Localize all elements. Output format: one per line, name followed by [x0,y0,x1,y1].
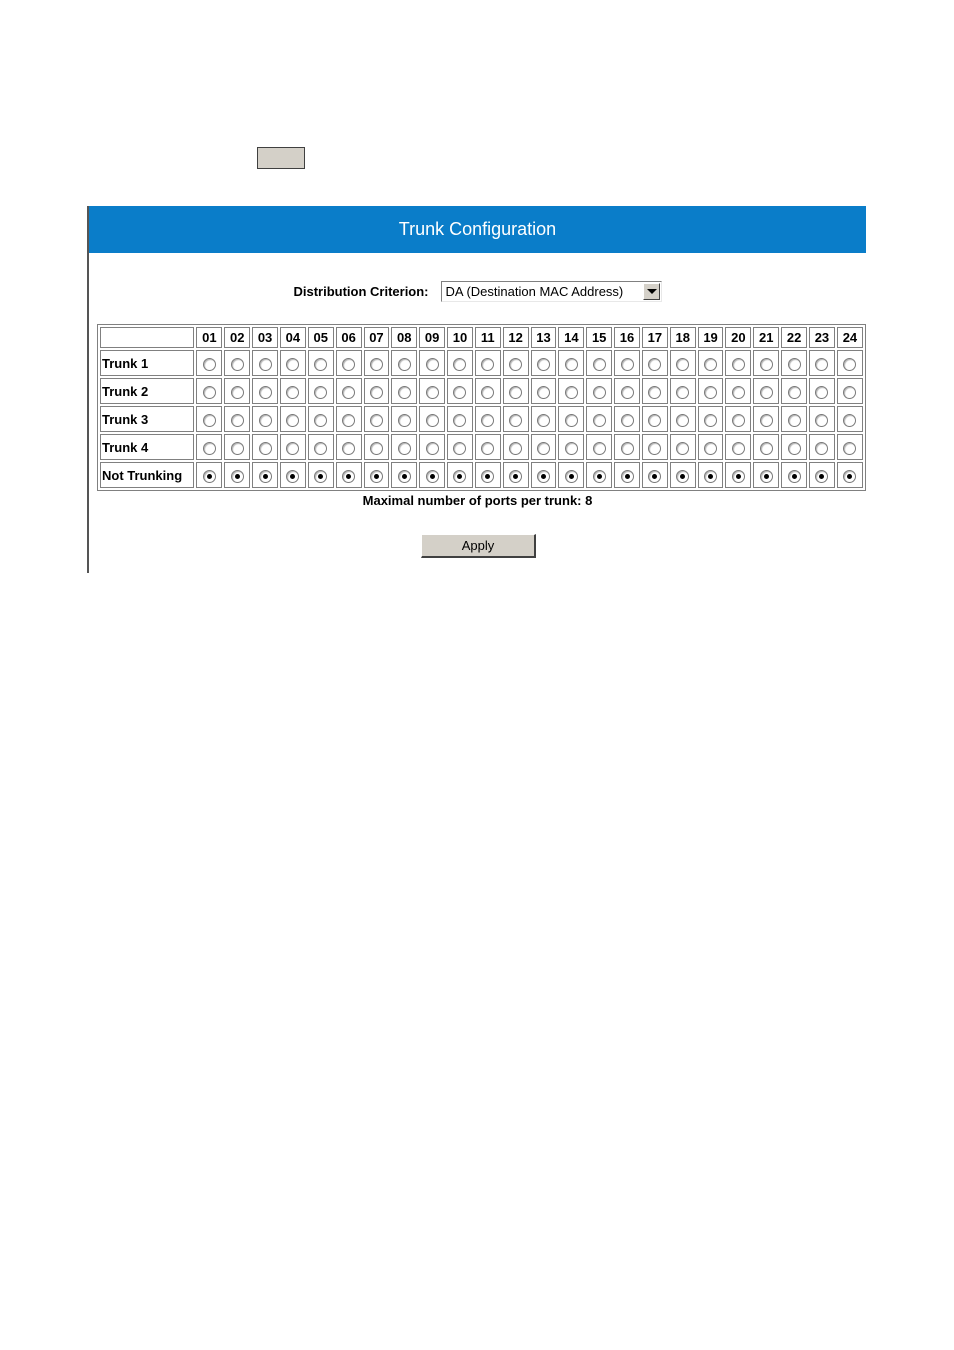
radio-button[interactable] [342,414,355,427]
radio-button[interactable] [342,470,355,483]
radio-button[interactable] [370,386,383,399]
radio-button[interactable] [481,358,494,371]
radio-cell [614,378,640,404]
radio-button[interactable] [732,386,745,399]
port-header: 20 [725,327,751,348]
radio-button[interactable] [621,358,634,371]
radio-cell [475,462,501,488]
radio-button[interactable] [398,358,411,371]
radio-cell [670,350,696,376]
radio-cell [781,434,807,460]
radio-button[interactable] [788,442,801,455]
radio-cell [252,378,278,404]
radio-cell [614,434,640,460]
radio-button[interactable] [314,358,327,371]
radio-button[interactable] [843,414,856,427]
radio-button[interactable] [509,386,522,399]
port-header: 09 [419,327,445,348]
header-corner-cell [100,327,194,348]
radio-cell [224,350,250,376]
port-header: 05 [308,327,334,348]
page-title: Trunk Configuration [89,206,866,253]
radio-cell [196,434,222,460]
radio-cell [614,462,640,488]
radio-cell [447,406,473,432]
radio-cell [475,378,501,404]
radio-cell [336,462,362,488]
radio-cell [837,406,863,432]
radio-cell [531,378,557,404]
port-header: 16 [614,327,640,348]
radio-cell [837,378,863,404]
port-header: 17 [642,327,668,348]
radio-button[interactable] [704,358,717,371]
radio-button[interactable] [481,470,494,483]
radio-button[interactable] [426,414,439,427]
radio-cell [809,462,835,488]
radio-cell [280,434,306,460]
trunk-configuration-panel [87,206,866,573]
radio-button[interactable] [732,358,745,371]
radio-button[interactable] [203,386,216,399]
port-header: 06 [336,327,362,348]
radio-cell [809,378,835,404]
radio-button[interactable] [815,414,828,427]
port-header: 14 [558,327,584,348]
port-header: 18 [670,327,696,348]
radio-button[interactable] [370,442,383,455]
radio-cell [224,434,250,460]
radio-cell [753,406,779,432]
port-header: 24 [837,327,863,348]
radio-cell [447,434,473,460]
radio-cell [558,378,584,404]
radio-button[interactable] [648,358,661,371]
radio-button[interactable] [760,442,773,455]
radio-button[interactable] [481,386,494,399]
radio-cell [531,406,557,432]
radio-cell [781,378,807,404]
radio-cell [364,434,390,460]
radio-cell [336,434,362,460]
radio-cell [725,434,751,460]
radio-button[interactable] [732,470,745,483]
radio-cell [503,434,529,460]
radio-cell [475,406,501,432]
radio-button[interactable] [676,442,689,455]
radio-button[interactable] [231,442,244,455]
radio-cell [280,350,306,376]
radio-button[interactable] [259,442,272,455]
distribution-criterion-row [89,280,866,302]
radio-button[interactable] [732,442,745,455]
radio-button[interactable] [676,470,689,483]
radio-cell [558,434,584,460]
radio-button[interactable] [398,470,411,483]
radio-button[interactable] [370,358,383,371]
radio-cell [475,434,501,460]
radio-cell [531,434,557,460]
port-header: 08 [391,327,417,348]
radio-button[interactable] [342,442,355,455]
radio-button[interactable] [370,470,383,483]
radio-button[interactable] [815,442,828,455]
radio-button[interactable] [565,386,578,399]
apply-button[interactable]: Apply [421,534,536,558]
radio-button[interactable] [788,414,801,427]
radio-cell [586,406,612,432]
table-row [100,378,863,404]
radio-button[interactable] [565,414,578,427]
radio-cell [698,406,724,432]
radio-button[interactable] [704,414,717,427]
radio-button[interactable] [453,442,466,455]
radio-button[interactable] [231,386,244,399]
radio-cell [809,406,835,432]
chevron-down-icon[interactable] [643,283,660,300]
radio-cell [503,406,529,432]
port-header: 03 [252,327,278,348]
radio-button[interactable] [259,470,272,483]
radio-cell [419,350,445,376]
radio-button[interactable] [648,470,661,483]
radio-cell [586,378,612,404]
radio-cell [280,406,306,432]
radio-cell [196,462,222,488]
radio-cell [280,378,306,404]
radio-button[interactable] [621,386,634,399]
radio-button[interactable] [231,358,244,371]
radio-cell [614,350,640,376]
radio-button[interactable] [314,442,327,455]
radio-button[interactable] [453,358,466,371]
radio-button[interactable] [843,442,856,455]
radio-cell [419,378,445,404]
radio-cell [837,462,863,488]
radio-button[interactable] [537,470,550,483]
radio-button[interactable] [453,470,466,483]
radio-cell [391,462,417,488]
radio-button[interactable] [426,358,439,371]
radio-button[interactable] [537,414,550,427]
radio-button[interactable] [843,470,856,483]
radio-cell [308,434,334,460]
radio-button[interactable] [760,470,773,483]
radio-cell [447,462,473,488]
top-button[interactable] [257,147,305,169]
radio-button[interactable] [314,386,327,399]
table-row [100,406,863,432]
radio-button[interactable] [815,470,828,483]
table-row [100,434,863,460]
radio-cell [586,434,612,460]
radio-button[interactable] [509,414,522,427]
distribution-criterion-value: DA (Destination MAC Address) [445,283,624,299]
port-header: 11 [475,327,501,348]
radio-button[interactable] [843,358,856,371]
radio-button[interactable] [314,414,327,427]
radio-cell [224,378,250,404]
radio-cell [809,350,835,376]
radio-cell [642,406,668,432]
radio-button[interactable] [676,414,689,427]
trunk-port-table [97,324,866,491]
radio-button[interactable] [509,470,522,483]
radio-cell [558,406,584,432]
radio-button[interactable] [481,442,494,455]
radio-cell [391,434,417,460]
radio-button[interactable] [203,358,216,371]
radio-cell [391,378,417,404]
radio-button[interactable] [286,414,299,427]
radio-cell [252,406,278,432]
radio-button[interactable] [621,442,634,455]
distribution-criterion-label: Distribution Criterion: [293,283,429,299]
radio-cell [196,378,222,404]
radio-cell [753,434,779,460]
radio-button[interactable] [593,470,606,483]
max-ports-note: Maximal number of ports per trunk: 8 [362,493,593,508]
radio-cell [642,350,668,376]
radio-button[interactable] [815,386,828,399]
radio-button[interactable] [203,442,216,455]
radio-cell [196,406,222,432]
radio-cell [336,350,362,376]
port-header-row [100,327,863,348]
radio-button[interactable] [565,442,578,455]
port-header: 15 [586,327,612,348]
port-header: 22 [781,327,807,348]
radio-cell [447,350,473,376]
radio-cell [753,350,779,376]
port-header: 13 [531,327,557,348]
radio-cell [336,406,362,432]
radio-button[interactable] [342,358,355,371]
radio-button[interactable] [398,442,411,455]
port-header: 07 [364,327,390,348]
radio-cell [364,350,390,376]
radio-cell [753,378,779,404]
radio-cell [503,462,529,488]
radio-cell [670,462,696,488]
radio-cell [781,406,807,432]
radio-button[interactable] [231,414,244,427]
radio-cell [725,406,751,432]
radio-button[interactable] [593,442,606,455]
radio-button[interactable] [481,414,494,427]
radio-button[interactable] [286,442,299,455]
radio-cell [224,462,250,488]
port-header: 02 [224,327,250,348]
radio-button[interactable] [760,358,773,371]
radio-cell [196,350,222,376]
port-header: 01 [196,327,222,348]
radio-cell [558,462,584,488]
radio-button[interactable] [676,358,689,371]
radio-button[interactable] [704,386,717,399]
radio-button[interactable] [231,470,244,483]
radio-button[interactable] [648,386,661,399]
radio-button[interactable] [203,470,216,483]
radio-cell [447,378,473,404]
radio-cell [781,350,807,376]
radio-cell [781,462,807,488]
radio-button[interactable] [565,470,578,483]
radio-button[interactable] [621,470,634,483]
radio-cell [586,350,612,376]
radio-cell [336,378,362,404]
radio-button[interactable] [704,470,717,483]
radio-button[interactable] [704,442,717,455]
radio-button[interactable] [426,442,439,455]
radio-cell [364,462,390,488]
port-header: 04 [280,327,306,348]
radio-cell [419,406,445,432]
radio-button[interactable] [342,386,355,399]
radio-cell [252,350,278,376]
radio-button[interactable] [537,386,550,399]
radio-cell [503,378,529,404]
radio-cell [475,350,501,376]
port-header: 10 [447,327,473,348]
radio-cell [252,434,278,460]
radio-cell [308,378,334,404]
radio-button[interactable] [593,414,606,427]
radio-button[interactable] [593,358,606,371]
radio-cell [725,462,751,488]
radio-button[interactable] [843,386,856,399]
radio-cell [308,462,334,488]
radio-cell [308,406,334,432]
radio-button[interactable] [648,414,661,427]
radio-cell [391,406,417,432]
radio-cell [558,350,584,376]
radio-cell [503,350,529,376]
radio-button[interactable] [788,470,801,483]
radio-button[interactable] [732,414,745,427]
radio-button[interactable] [370,414,383,427]
table-row [100,462,863,488]
radio-button[interactable] [398,414,411,427]
radio-button[interactable] [259,386,272,399]
radio-button[interactable] [286,386,299,399]
table-row [100,350,863,376]
radio-button[interactable] [593,386,606,399]
port-header: 19 [698,327,724,348]
radio-button[interactable] [537,358,550,371]
radio-cell [670,406,696,432]
radio-button[interactable] [426,386,439,399]
radio-cell [725,378,751,404]
radio-cell [698,434,724,460]
port-header: 21 [753,327,779,348]
radio-cell [364,406,390,432]
radio-button[interactable] [453,386,466,399]
radio-button[interactable] [286,470,299,483]
radio-cell [642,378,668,404]
radio-button[interactable] [676,386,689,399]
radio-button[interactable] [259,358,272,371]
radio-cell [308,350,334,376]
radio-cell [670,378,696,404]
radio-button[interactable] [760,414,773,427]
radio-cell [642,434,668,460]
row-label: Trunk 1 [100,350,194,376]
radio-button[interactable] [453,414,466,427]
port-header: 23 [809,327,835,348]
radio-cell [698,350,724,376]
radio-cell [837,434,863,460]
radio-cell [642,462,668,488]
radio-cell [391,350,417,376]
radio-button[interactable] [565,358,578,371]
radio-button[interactable] [788,358,801,371]
radio-button[interactable] [760,386,773,399]
radio-cell [753,462,779,488]
radio-cell [586,462,612,488]
port-header: 12 [503,327,529,348]
radio-cell [837,350,863,376]
radio-button[interactable] [788,386,801,399]
row-label: Trunk 4 [100,434,194,460]
radio-button[interactable] [398,386,411,399]
radio-cell [419,462,445,488]
radio-button[interactable] [815,358,828,371]
radio-cell [670,434,696,460]
radio-cell [224,406,250,432]
radio-cell [614,406,640,432]
radio-button[interactable] [259,414,272,427]
row-label: Trunk 2 [100,378,194,404]
radio-button[interactable] [314,470,327,483]
radio-cell [419,434,445,460]
row-label: Trunk 3 [100,406,194,432]
distribution-criterion-select[interactable] [441,281,662,302]
radio-button[interactable] [621,414,634,427]
radio-cell [252,462,278,488]
radio-button[interactable] [426,470,439,483]
radio-button[interactable] [286,358,299,371]
radio-cell [531,350,557,376]
radio-cell [364,378,390,404]
radio-button[interactable] [509,442,522,455]
radio-cell [531,462,557,488]
radio-button[interactable] [203,414,216,427]
radio-cell [809,434,835,460]
radio-cell [698,462,724,488]
radio-button[interactable] [509,358,522,371]
radio-cell [725,350,751,376]
radio-button[interactable] [537,442,550,455]
row-label: Not Trunking [100,462,194,488]
radio-cell [698,378,724,404]
radio-button[interactable] [648,442,661,455]
radio-cell [280,462,306,488]
